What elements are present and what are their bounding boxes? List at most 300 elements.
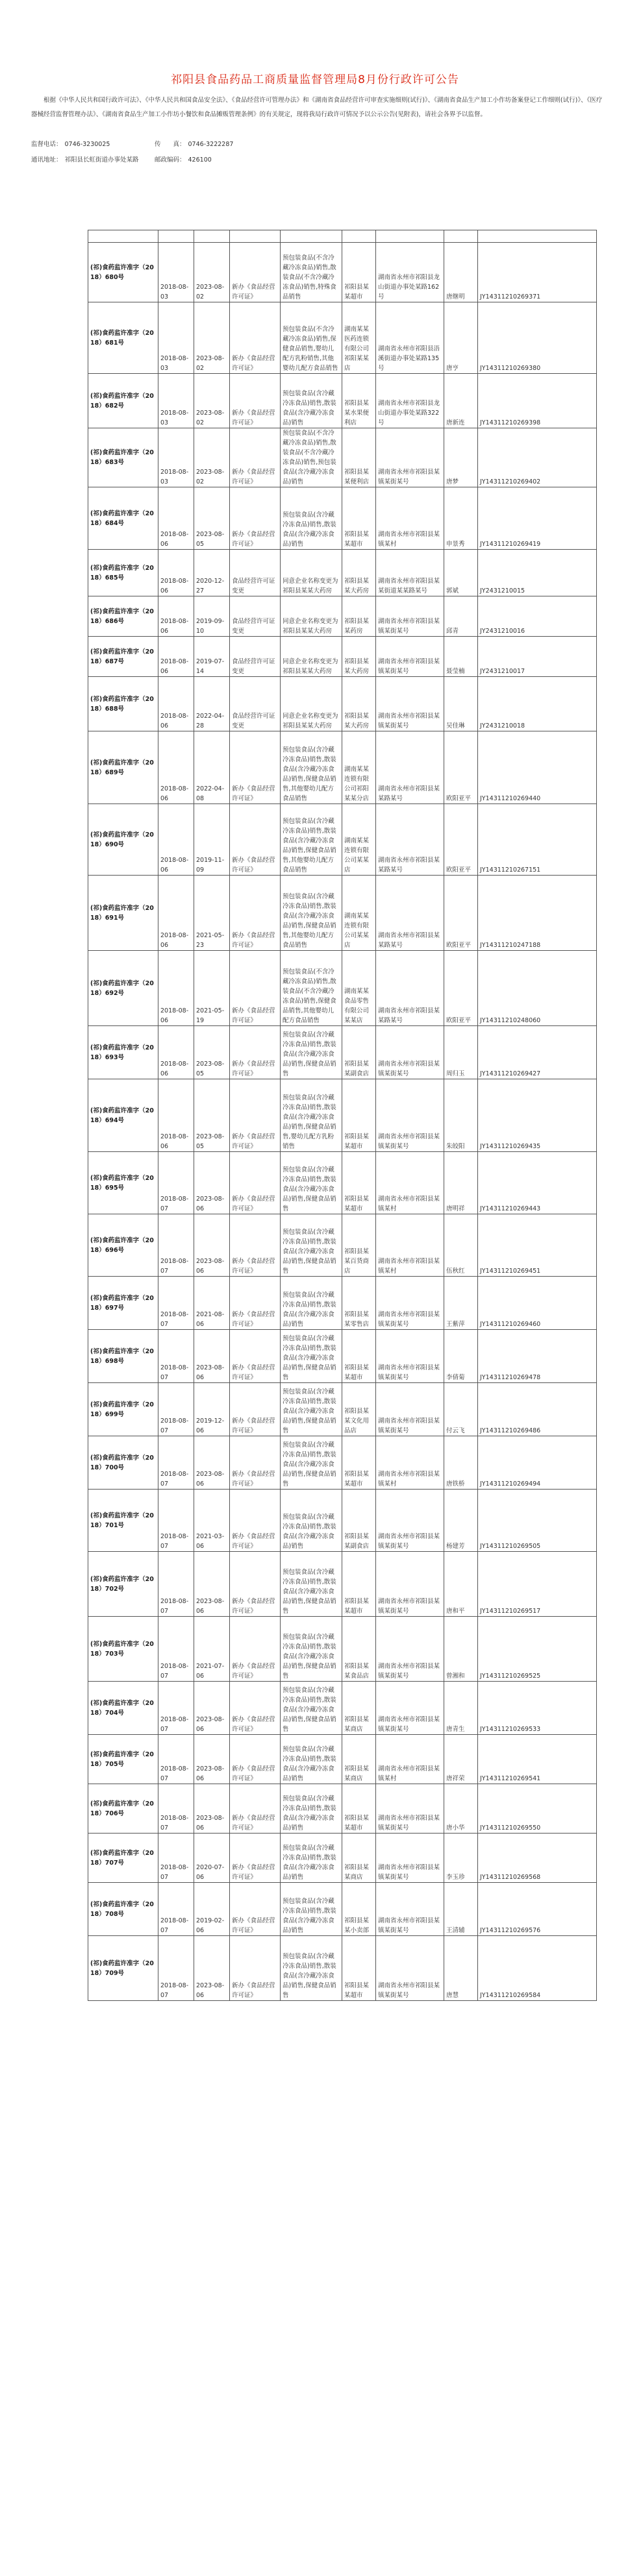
issue-date: 2018-08-07 [158,1277,194,1330]
legal-person: 吴佳琳 [444,677,478,731]
legal-person: 唐小华 [444,1784,478,1834]
license-doc-number: (祁)食药监许准字（2018）693号 [88,1026,158,1079]
license-type: 新办《食品经营许可证》 [230,243,281,302]
business-scope: 预包装食品(含冷藏冷冻食品)销售,散装食品(含冷藏冷冻食品)销售 [281,374,342,428]
business-address: 湖南省永州市祁阳县某镇某街某号 [376,1079,444,1152]
license-type: 新办《食品经营许可证》 [230,876,281,951]
business-address: 湖南省永州市祁阳县浯溪街道办事处某路135号 [376,302,444,374]
license-number: JY14311210269505 [478,1490,597,1552]
issue-date: 2018-08-07 [158,1936,194,2001]
expiry-date: 2023-08-06 [194,1936,230,2001]
license-doc-number: (祁)食药监许准字（2018）694号 [88,1079,158,1152]
business-name: 祁阳县某某商店 [342,1834,376,1883]
license-number: JY14311210248060 [478,951,597,1026]
table-row [88,1026,597,1079]
table-row [88,804,597,876]
license-number: JY14311210269398 [478,374,597,428]
business-name: 祁阳县某某商店 [342,1735,376,1784]
table-row [88,1214,597,1277]
business-scope: 预包装食品(含冷藏冷冻食品)销售,散装食品(含冷藏冷冻食品)销售,保健食品销售 [281,1214,342,1277]
expiry-date: 2023-08-05 [194,1026,230,1079]
issue-date: 2018-08-07 [158,1330,194,1383]
license-type: 新办《食品经营许可证》 [230,804,281,876]
legal-person: 唐新连 [444,374,478,428]
business-scope: 预包装食品(含冷藏冷冻食品)销售,散装食品(含冷藏冷冻食品)销售 [281,1834,342,1883]
license-number: JY14311210269451 [478,1214,597,1277]
business-scope: 预包装食品(含冷藏冷冻食品)销售,散装食品(含冷藏冷冻食品)销售 [281,1490,342,1552]
expiry-date: 2020-07-06 [194,1834,230,1883]
license-type: 新办《食品经营许可证》 [230,951,281,1026]
license-number: JY14311210269541 [478,1735,597,1784]
license-type: 新办《食品经营许可证》 [230,1079,281,1152]
table-row [88,1735,597,1784]
business-name: 祁阳县某某文化用品店 [342,1383,376,1436]
business-name: 祁阳县某某大药房 [342,637,376,677]
license-doc-number: (祁)食药监许准字（2018）698号 [88,1330,158,1383]
license-doc-number: (祁)食药监许准字（2018）686号 [88,596,158,637]
expiry-date: 2020-12-27 [194,550,230,596]
table-row [88,951,597,1026]
table-row [88,550,597,596]
license-number: JY2431210018 [478,677,597,731]
license-doc-number: (祁)食药监许准字（2018）683号 [88,428,158,487]
license-type: 食品经营许可证变更 [230,637,281,677]
supervise-phone-label: 监督电话： [31,141,62,148]
license-type: 新办《食品经营许可证》 [230,1552,281,1617]
license-type: 新办《食品经营许可证》 [230,1682,281,1735]
business-address: 湖南省永州市祁阳县某某街道某某路某号 [376,550,444,596]
license-doc-number: (祁)食药监许准字（2018）689号 [88,731,158,804]
business-scope: 预包装食品(含冷藏冷冻食品)销售,散装食品(含冷藏冷冻食品)销售,保健食品销售 [281,1552,342,1617]
business-address: 湖南省永州市祁阳县某镇某街某号 [376,1834,444,1883]
license-doc-number: (祁)食药监许准字（2018）705号 [88,1735,158,1784]
license-doc-number: (祁)食药监许准字（2018）695号 [88,1152,158,1214]
legal-person: 付云飞 [444,1383,478,1436]
business-name: 祁阳县某某超市 [342,243,376,302]
business-name: 湖南某某食品零售有限公司某某店 [342,951,376,1026]
business-address: 湖南省永州市祁阳县某镇某街某号 [376,596,444,637]
table-row [88,374,597,428]
business-scope: 预包装食品(含冷藏冷冻食品)销售,散装食品(含冷藏冷冻食品)销售 [281,1883,342,1936]
business-name: 祁阳县某某超市 [342,1079,376,1152]
expiry-date: 2023-08-02 [194,302,230,374]
issue-date: 2018-08-07 [158,1682,194,1735]
license-doc-number: (祁)食药监许准字（2018）691号 [88,876,158,951]
expiry-date: 2023-08-06 [194,1436,230,1490]
license-number: JY14311210269478 [478,1330,597,1383]
expiry-date: 2023-08-06 [194,1552,230,1617]
table-row [88,1552,597,1617]
business-scope: 预包装食品(含冷藏冷冻食品)销售,散装食品(含冷藏冷冻食品)销售,保健食品销售,其他婴幼儿配方食品销售 [281,876,342,951]
legal-person: 唐慧 [444,1936,478,2001]
license-number: JY14311210269525 [478,1617,597,1682]
business-name: 祁阳县某某大药房 [342,677,376,731]
license-doc-number: (祁)食药监许准字（2018）696号 [88,1214,158,1277]
business-address: 湖南省永州市祁阳县龙山街道办事处某路322号 [376,374,444,428]
business-scope: 同意企业名称变更为祁阳县某某大药房 [281,550,342,596]
business-scope: 预包装食品(不含冷藏冷冻食品)销售,散装食品(不含冷藏冷冻食品)销售,保健食品销售,其他婴幼儿配方食品销售 [281,951,342,1026]
license-type: 新办《食品经营许可证》 [230,731,281,804]
business-scope: 同意企业名称变更为祁阳县某某大药房 [281,596,342,637]
business-address: 湖南省永州市祁阳县某镇某街某号 [376,677,444,731]
business-address: 湖南省永州市祁阳县某某路某号 [376,731,444,804]
issue-date: 2018-08-07 [158,1883,194,1936]
legal-person: 唐和平 [444,1552,478,1617]
legal-person: 伍秋红 [444,1214,478,1277]
business-address: 湖南省永州市祁阳县某某路某号 [376,951,444,1026]
business-name: 祁阳县某某小卖部 [342,1883,376,1936]
table-row [88,487,597,550]
license-number: JY2431210016 [478,596,597,637]
license-doc-number: (祁)食药监许准字（2018）690号 [88,804,158,876]
table-row [88,596,597,637]
business-address: 湖南省永州市祁阳县某镇某街某号 [376,1383,444,1436]
table-row [88,1617,597,1682]
business-address: 湖南省永州市祁阳县龙山街道办事处某路162号 [376,243,444,302]
table-row [88,1330,597,1383]
expiry-date: 2019-09-10 [194,596,230,637]
expiry-date: 2023-08-06 [194,1330,230,1383]
expiry-date: 2021-05-19 [194,951,230,1026]
license-number: JY14311210269494 [478,1436,597,1490]
business-address: 湖南省永州市祁阳县某镇某街某号 [376,1026,444,1079]
contact-line-2 [31,154,212,164]
business-name: 祁阳县某某超市 [342,1436,376,1490]
business-address: 湖南省永州市祁阳县某镇某街某号 [376,637,444,677]
business-name: 祁阳县某某副食店 [342,1490,376,1552]
license-doc-number: (祁)食药监许准字（2018）700号 [88,1436,158,1490]
issue-date: 2018-08-03 [158,302,194,374]
table-row [88,1383,597,1436]
business-name: 祁阳县某某商店 [342,1682,376,1735]
business-name: 祁阳县某某零售店 [342,1277,376,1330]
issue-date: 2018-08-06 [158,1079,194,1152]
business-scope: 预包装食品(含冷藏冷冻食品)销售,散装食品(含冷藏冷冻食品)销售,保健食品销售,婴幼儿配方乳粉销售 [281,1079,342,1152]
expiry-date: 2023-08-06 [194,1784,230,1834]
business-name: 祁阳县某某超市 [342,1936,376,2001]
legal-person: 朱皎阳 [444,1079,478,1152]
business-scope: 预包装食品(含冷藏冷冻食品)销售,散装食品(含冷藏冷冻食品)销售,保健食品销售,其他婴幼儿配方食品销售 [281,804,342,876]
business-scope: 预包装食品(不含冷藏冷冻食品)销售,保健食品销售,婴幼儿配方乳粉销售,其他婴幼儿配方食品销售 [281,302,342,374]
table-row [88,1277,597,1330]
table-row [88,428,597,487]
license-type: 新办《食品经营许可证》 [230,1735,281,1784]
license-number: JY14311210269460 [478,1277,597,1330]
expiry-date: 2023-08-02 [194,428,230,487]
license-type: 新办《食品经营许可证》 [230,1617,281,1682]
business-address: 湖南省永州市祁阳县某镇某街某号 [376,428,444,487]
license-number: JY14311210269486 [478,1383,597,1436]
license-table-body [88,230,597,2001]
business-name: 湖南某某连锁有限公司某某店 [342,876,376,951]
license-type: 食品经营许可证变更 [230,550,281,596]
issue-date: 2018-08-06 [158,951,194,1026]
license-type: 新办《食品经营许可证》 [230,1883,281,1936]
issue-date: 2018-08-07 [158,1436,194,1490]
issue-date: 2018-08-06 [158,550,194,596]
expiry-date: 2021-08-06 [194,1277,230,1330]
expiry-date: 2019-11-09 [194,804,230,876]
expiry-date: 2021-07-06 [194,1617,230,1682]
business-address: 湖南省永州市祁阳县某镇某街某号 [376,1277,444,1330]
legal-person: 唐梦 [444,428,478,487]
business-scope: 预包装食品(含冷藏冷冻食品)销售,散装食品(含冷藏冷冻食品)销售 [281,1735,342,1784]
issue-date: 2018-08-03 [158,428,194,487]
business-address: 湖南省永州市祁阳县某镇某村 [376,1735,444,1784]
table-header-row [88,230,597,243]
issue-date: 2018-08-07 [158,1784,194,1834]
legal-person: 唐铁桥 [444,1436,478,1490]
contact-line-1 [31,139,234,148]
business-scope: 预包装食品(含冷藏冷冻食品)销售,散装食品(含冷藏冷冻食品)销售,保健食品销售 [281,1617,342,1682]
business-scope: 预包装食品(不含冷藏冷冻食品)销售,散装食品(不含冷藏冷冻食品)销售,预包装食品(含冷藏冷冻食品)销售 [281,428,342,487]
expiry-date: 2023-08-06 [194,1682,230,1735]
business-scope: 预包装食品(含冷藏冷冻食品)销售,散装食品(含冷藏冷冻食品)销售 [281,1784,342,1834]
issue-date: 2018-08-03 [158,243,194,302]
issue-date: 2018-08-06 [158,487,194,550]
business-scope: 预包装食品(含冷藏冷冻食品)销售,散装食品(含冷藏冷冻食品)销售 [281,1277,342,1330]
license-number: JY14311210269419 [478,487,597,550]
license-doc-number: (祁)食药监许准字（2018）697号 [88,1277,158,1330]
license-type: 新办《食品经营许可证》 [230,1834,281,1883]
legal-person: 李倩菊 [444,1330,478,1383]
business-address: 湖南省永州市祁阳县某镇某街某号 [376,1552,444,1617]
business-address: 湖南省永州市祁阳县某镇某街某号 [376,1784,444,1834]
expiry-date: 2023-08-05 [194,1079,230,1152]
business-scope: 同意企业名称变更为祁阳县某某大药房 [281,637,342,677]
supervise-phone-value: 0746-3230025 [64,141,110,148]
business-name: 祁阳县某某超市 [342,1784,376,1834]
table-row [88,876,597,951]
legal-person: 申景秀 [444,487,478,550]
table-row [88,1936,597,2001]
license-number: JY14311210247188 [478,876,597,951]
business-scope: 预包装食品(含冷藏冷冻食品)销售,散装食品(含冷藏冷冻食品)销售,保健食品销售,其他婴幼儿配方食品销售 [281,731,342,804]
license-number: JY14311210267151 [478,804,597,876]
issue-date: 2018-08-07 [158,1617,194,1682]
business-address: 湖南省永州市祁阳县某某路某号 [376,876,444,951]
table-row [88,243,597,302]
business-name: 祁阳县某某药房 [342,596,376,637]
issue-date: 2018-08-07 [158,1834,194,1883]
license-doc-number: (祁)食药监许准字（2018）708号 [88,1883,158,1936]
license-doc-number: (祁)食药监许准字（2018）682号 [88,374,158,428]
license-type: 新办《食品经营许可证》 [230,1490,281,1552]
issue-date: 2018-08-06 [158,804,194,876]
license-doc-number: (祁)食药监许准字（2018）703号 [88,1617,158,1682]
expiry-date: 2019-07-14 [194,637,230,677]
legal-person: 郭斌 [444,550,478,596]
expiry-date: 2023-08-06 [194,1214,230,1277]
legal-person: 唐亨 [444,302,478,374]
license-type: 食品经营许可证变更 [230,677,281,731]
legal-person: 杨建芳 [444,1490,478,1552]
license-doc-number: (祁)食药监许准字（2018）688号 [88,677,158,731]
business-scope: 预包装食品(含冷藏冷冻食品)销售,散装食品(含冷藏冷冻食品)销售,保健食品销售 [281,1936,342,2001]
license-type: 食品经营许可证变更 [230,596,281,637]
business-name: 湖南某某医药连锁有限公司祁阳某某店 [342,302,376,374]
business-scope: 预包装食品(含冷藏冷冻食品)销售,散装食品(含冷藏冷冻食品)销售 [281,487,342,550]
business-scope: 同意企业名称变更为祁阳县某某大药房 [281,677,342,731]
business-scope: 预包装食品(含冷藏冷冻食品)销售,散装食品(含冷藏冷冻食品)销售,保健食品销售 [281,1152,342,1214]
license-doc-number: (祁)食药监许准字（2018）685号 [88,550,158,596]
table-row [88,677,597,731]
license-type: 新办《食品经营许可证》 [230,487,281,550]
business-name: 祁阳县某某水果便利店 [342,374,376,428]
business-name: 湖南某某连锁有限公司某某店 [342,804,376,876]
issue-date: 2018-08-07 [158,1383,194,1436]
address-label: 通讯地址： [31,156,62,164]
license-number: JY14311210269440 [478,731,597,804]
license-doc-number: (祁)食药监许准字（2018）692号 [88,951,158,1026]
business-address: 湖南省永州市祁阳县某镇某村 [376,1436,444,1490]
license-number: JY14311210269550 [478,1784,597,1834]
issue-date: 2018-08-07 [158,1490,194,1552]
issue-date: 2018-08-06 [158,596,194,637]
legal-person: 唐继明 [444,243,478,302]
license-doc-number: (祁)食药监许准字（2018）681号 [88,302,158,374]
table-row [88,1152,597,1214]
business-address: 湖南省永州市祁阳县某镇某街某号 [376,1490,444,1552]
expiry-date: 2021-05-23 [194,876,230,951]
license-number: JY14311210269402 [478,428,597,487]
legal-person: 欧阳亚平 [444,731,478,804]
license-number: JY14311210269517 [478,1552,597,1617]
legal-person: 邱青 [444,596,478,637]
business-name: 祁阳县某某超市 [342,1330,376,1383]
legal-person: 唐青生 [444,1682,478,1735]
legal-person: 欧阳亚平 [444,951,478,1026]
license-type: 新办《食品经营许可证》 [230,1214,281,1277]
license-type: 新办《食品经营许可证》 [230,1152,281,1214]
business-name: 祁阳县某某副食店 [342,1026,376,1079]
table-row [88,637,597,677]
business-name: 祁阳县某某大药房 [342,550,376,596]
issue-date: 2018-08-06 [158,677,194,731]
expiry-date: 2021-03-06 [194,1490,230,1552]
license-type: 新办《食品经营许可证》 [230,1383,281,1436]
postcode-label: 邮政编码： [155,156,186,164]
license-number: JY14311210269576 [478,1883,597,1936]
legal-person: 唐祥荣 [444,1735,478,1784]
expiry-date: 2022-04-28 [194,677,230,731]
legal-person: 唐明祥 [444,1152,478,1214]
legal-person: 周归玉 [444,1026,478,1079]
address-value: 祁阳县长虹街道办事处某路 [64,156,139,164]
business-name: 湖南某某连锁有限公司祁阳某某分店 [342,731,376,804]
table-row [88,1682,597,1735]
license-number: JY14311210269371 [478,243,597,302]
issue-date: 2018-08-03 [158,374,194,428]
expiry-date: 2022-04-08 [194,731,230,804]
business-address: 湖南省永州市祁阳县某镇某街某号 [376,1883,444,1936]
license-number: JY2431210015 [478,550,597,596]
issue-date: 2018-08-06 [158,731,194,804]
issue-date: 2018-08-07 [158,1214,194,1277]
business-address: 湖南省永州市祁阳县某镇某村 [376,487,444,550]
license-type: 新办《食品经营许可证》 [230,1026,281,1079]
license-number: JY14311210269533 [478,1682,597,1735]
license-number: JY2431210017 [478,637,597,677]
business-address: 湖南省永州市祁阳县某镇某村 [376,1214,444,1277]
issue-date: 2018-08-07 [158,1552,194,1617]
business-name: 祁阳县某某超市 [342,487,376,550]
license-doc-number: (祁)食药监许准字（2018）709号 [88,1936,158,2001]
license-type: 新办《食品经营许可证》 [230,1936,281,2001]
license-type: 新办《食品经营许可证》 [230,1784,281,1834]
table-row [88,302,597,374]
postcode-value: 426100 [188,156,212,164]
business-scope: 预包装食品(含冷藏冷冻食品)销售,散装食品(含冷藏冷冻食品)销售,保健食品销售 [281,1682,342,1735]
table-row [88,1490,597,1552]
table-row [88,1079,597,1152]
expiry-date: 2019-02-06 [194,1883,230,1936]
license-doc-number: (祁)食药监许准字（2018）702号 [88,1552,158,1617]
business-scope: 预包装食品(含冷藏冷冻食品)销售,散装食品(含冷藏冷冻食品)销售,保健食品销售 [281,1436,342,1490]
legal-person: 欧阳亚平 [444,804,478,876]
license-type: 新办《食品经营许可证》 [230,1277,281,1330]
legal-person: 欧阳亚平 [444,876,478,951]
expiry-date: 2023-08-02 [194,374,230,428]
business-name: 祁阳县某某食品店 [342,1617,376,1682]
business-address: 湖南省永州市祁阳县某镇某街某号 [376,1617,444,1682]
license-number: JY14311210269435 [478,1079,597,1152]
license-doc-number: (祁)食药监许准字（2018）707号 [88,1834,158,1883]
intro-paragraph: 根据《中华人民共和国行政许可法》、《中华人民共和国食品安全法》、《食品经营许可管理办法》和《湖南省食品经营许可审查实施细则(试行)》、《湖南省食品生产加工小作坊备案登记工作细则(试行)》、《医疗器械经营监督管理办法》、《湖南省食品生产加工小作坊小餐饮和食品摊贩管理条例》的有关规定，现将我局行政许可情况予以公示公告(见附表)，请社会各界予以监督。 [31,97,603,118]
expiry-date: 2019-12-06 [194,1383,230,1436]
license-doc-number: (祁)食药监许准字（2018）701号 [88,1490,158,1552]
business-address: 湖南省永州市祁阳县某镇某街某号 [376,1682,444,1735]
license-doc-number: (祁)食药监许准字（2018）680号 [88,243,158,302]
license-doc-number: (祁)食药监许准字（2018）704号 [88,1682,158,1735]
fax-value: 0746-3222287 [188,141,234,148]
business-name: 祁阳县某某超市 [342,1552,376,1617]
expiry-date: 2023-08-05 [194,487,230,550]
license-table [88,230,597,2001]
license-number: JY14311210269443 [478,1152,597,1214]
business-scope: 预包装食品(不含冷藏冷冻食品)销售,散装食品(不含冷藏冷冻食品)销售,特殊食品销售 [281,243,342,302]
legal-person: 王清辅 [444,1883,478,1936]
license-doc-number: (祁)食药监许准字（2018）699号 [88,1383,158,1436]
issue-date: 2018-08-06 [158,637,194,677]
legal-person: 李玉珍 [444,1834,478,1883]
license-type: 新办《食品经营许可证》 [230,302,281,374]
business-address: 湖南省永州市祁阳县某镇某街某号 [376,1936,444,2001]
business-name: 祁阳县某某百货商店 [342,1214,376,1277]
business-scope: 预包装食品(含冷藏冷冻食品)销售,散装食品(含冷藏冷冻食品)销售,保健食品销售 [281,1330,342,1383]
table-row [88,1784,597,1834]
legal-person: 曾湘和 [444,1617,478,1682]
fax-label: 传 真： [155,141,186,148]
table-row [88,1883,597,1936]
license-number: JY14311210269568 [478,1834,597,1883]
issue-date: 2018-08-07 [158,1735,194,1784]
expiry-date: 2023-08-06 [194,1152,230,1214]
business-name: 祁阳县某某便利店 [342,428,376,487]
license-doc-number: (祁)食药监许准字（2018）687号 [88,637,158,677]
issue-date: 2018-08-07 [158,1152,194,1214]
table-row [88,1436,597,1490]
business-address: 湖南省永州市祁阳县某镇某村 [376,1152,444,1214]
license-number: JY14311210269427 [478,1026,597,1079]
license-doc-number: (祁)食药监许准字（2018）706号 [88,1784,158,1834]
license-doc-number: (祁)食药监许准字（2018）684号 [88,487,158,550]
business-scope: 预包装食品(含冷藏冷冻食品)销售,散装食品(含冷藏冷冻食品)销售,保健食品销售 [281,1026,342,1079]
expiry-date: 2023-08-06 [194,1735,230,1784]
license-type: 新办《食品经营许可证》 [230,1330,281,1383]
issue-date: 2018-08-06 [158,876,194,951]
page-title: 祁阳县食品药品工商质量监督管理局8月份行政许可公告 [171,73,459,86]
